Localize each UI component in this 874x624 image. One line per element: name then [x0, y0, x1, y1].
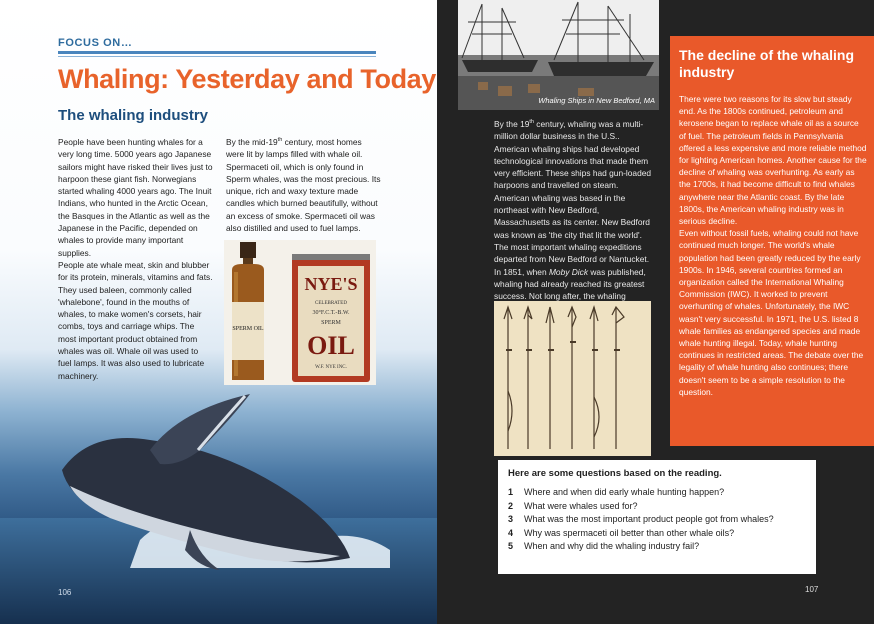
- paragraph: There were two reasons for its slow but steady end. As the 1800s continued, petroleum and kerosene began to replace whale oil as a source of fuel. The petroleum fields in Pennsylvania offered a less expensive and more reliable method for lighting American homes. Another cause for the decline of whaling was overhunting. As early as the 1700s, it had become difficult to find whales anywhere near the Atlantic coast. By the late 1800s, the American whaling industry was in serious decline.: [679, 94, 867, 227]
- sidebar-text: [679, 93, 867, 398]
- heading-rule-thin: [58, 56, 376, 57]
- can-label-text: CELEBRATED: [315, 301, 347, 306]
- question-number: 3: [508, 514, 514, 524]
- paragraph: By the 19th century, whaling was a multi-million dollar business in the U.S.. American whaling ships had developed technological innovations that made them very efficient. These ships had gun-loaded harpoons and travelled on steam. American whaling was based in the northeast with New Bedford, Massachusetts as its center. New Bedford was known as 'the city that lit the world'. The most important whaling expeditions departed from New Bedford or Nantucket. In 1851, when Moby Dick was published, whaling had already reached its greatest success. Not long after, the whaling: [494, 119, 652, 302]
- question-item: [508, 500, 806, 513]
- page-title: Whaling: Yesterday and Today: [58, 64, 436, 94]
- question-text: What was the most important product people got from whales?: [524, 514, 774, 524]
- question-item: [508, 540, 806, 553]
- page-number: 107: [805, 585, 819, 594]
- question-text: Why was spermaceti oil better than other whale oils?: [524, 527, 735, 538]
- sperm-oil-photo: [224, 240, 376, 385]
- question-item: [508, 486, 806, 499]
- text-column-1: [58, 136, 213, 382]
- can-label-text: SPERM: [321, 320, 341, 326]
- question-number: 5: [508, 541, 514, 551]
- question-item: [508, 513, 806, 526]
- questions-box: [498, 460, 816, 574]
- section-subtitle: The whaling industry: [58, 107, 209, 124]
- can-oil-text: OIL: [307, 331, 355, 360]
- photo-caption: Whaling Ships in New Bedford, MA: [538, 96, 655, 105]
- question-number: 4: [508, 527, 514, 538]
- right-page: [437, 0, 874, 624]
- mid-text-column: [494, 118, 655, 315]
- paragraph: People have been hunting whales for a very long time. 5000 years ago Japanese sailors might have risked their lives just to harpoon these giant fish. Norwegians started whaling 4000 years ago. The Inuit Indians, who hunted in the Arctic Ocean, the Basques in the Atlantic as well as the Japanese in the Pacific, depended on whales to provide many important supplies.: [58, 137, 213, 258]
- sidebar-box: [670, 36, 874, 446]
- can-label-text: 30°F.C.T.-B.W.: [312, 310, 350, 316]
- sidebar-title: The decline of the whaling industry: [679, 47, 855, 80]
- questions-heading: Here are some questions based on the reading.: [508, 468, 722, 479]
- can-label-text: W.F. NYE INC.: [315, 365, 347, 370]
- question-text: What were whales used for?: [524, 500, 638, 511]
- heading-rule: [58, 51, 376, 54]
- question-item: [508, 527, 806, 540]
- text-column-2: [226, 136, 381, 234]
- harpoons-illustration: [494, 301, 651, 456]
- kicker: FOCUS ON…: [58, 37, 133, 49]
- question-number: 2: [508, 500, 514, 511]
- paragraph: People ate whale meat, skin and blubber for its protein, minerals, vitamins and fats. They used baleen, commonly called 'whalebone', found in the mouths of whales, to make women's corsets, hair combs, toys and carriage whips. The most important product obtained from whales was oil. Whale oil was used to fuel lamps. It was also used to lubricate machinery.: [58, 259, 213, 381]
- breaching-whale-photo: [0, 390, 437, 624]
- question-text: When and why did the whaling industry fail?: [524, 541, 700, 551]
- page-number: 106: [58, 588, 72, 597]
- whaling-ships-photo: [458, 0, 659, 110]
- can-brand-text: NYE'S: [304, 274, 358, 294]
- question-number: 1: [508, 487, 514, 497]
- bottle-label-text: SPERM OIL: [232, 326, 264, 332]
- question-text: Where and when did early whale hunting happen?: [524, 487, 725, 497]
- paragraph: By the mid-19th century, most homes were lit by lamps filled with whale oil. Spermaceti oil, which is only found in Sperm whales, was the most precious. Its unique, rich and waxy texture made candles which burned beautifully, without an excess of smoke. Spermaceti oil was also distilled and used to fuel lamps.: [226, 137, 381, 234]
- paragraph: Even without fossil fuels, whaling could not have continued much longer. The world's whale population had been greatly reduced by the early 1900s. In 1946, several countries formed an organization called the International Whaling Commission (IWC). It worked to prevent overhunting of whales. Unfortunately, the IWC wasn't very successful. In 1971, the U.S. listed 8 whale families as endangered species and made whale hunting illegal. Today, whale hunting continues in restricted areas. The debate over the legality of whale hunting also continues; there doesn't seem to be a simple resolution to the question.: [679, 228, 864, 397]
